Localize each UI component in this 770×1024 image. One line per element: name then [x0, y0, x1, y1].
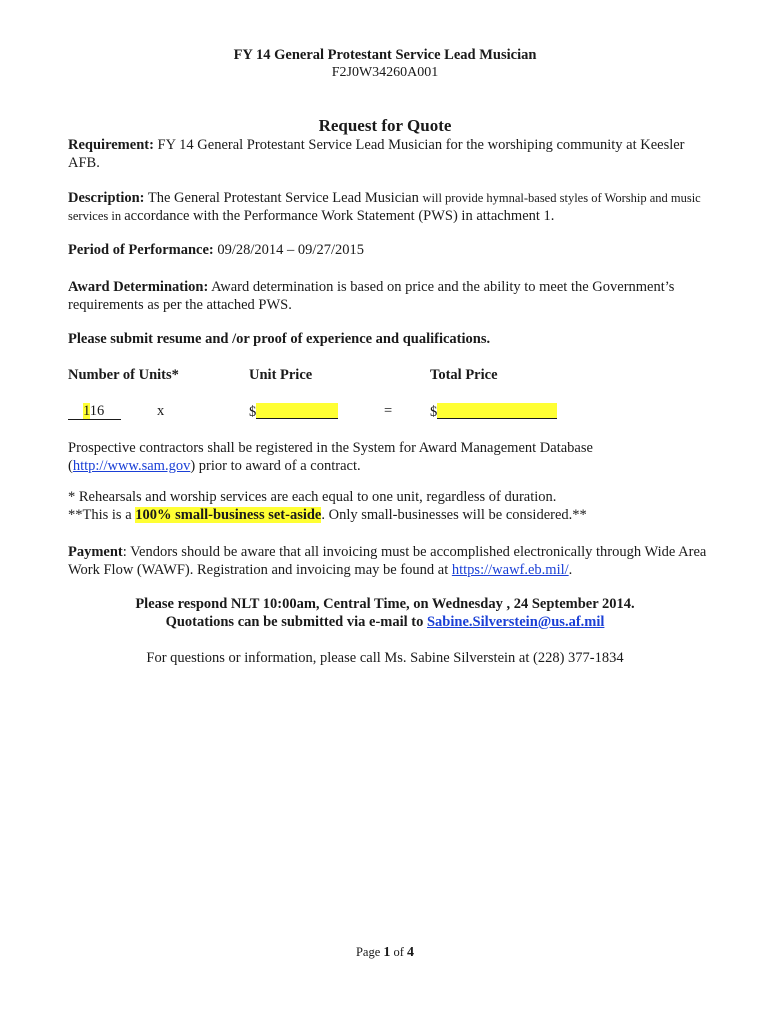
contact-line: For questions or information, please call Ms. Sabine Silverstein at (228) 377-1834 — [146, 650, 624, 666]
respond-line-2 — [0, 614, 770, 631]
requirement-label: Requirement: — [68, 137, 154, 153]
description-text-a: The General Protestant Service Lead Musician — [144, 190, 423, 206]
award-label: Award Determination: — [68, 279, 209, 295]
wawf-link[interactable]: https://wawf.eb.mil/ — [451, 562, 569, 578]
page-total: 4 — [407, 945, 415, 960]
description-paragraph — [68, 189, 708, 225]
setaside-post: . Only small-businesses will be considered.** — [321, 507, 587, 523]
page-footer — [0, 945, 770, 961]
period-value: 09/28/2014 – 09/27/2015 — [213, 242, 364, 258]
submit-note: Please submit resume and /or proof of experience and qualifications. — [68, 331, 491, 347]
header-title: FY 14 General Protestant Service Lead Musician — [233, 47, 537, 63]
payment-paragraph — [68, 543, 708, 579]
rehearsal-note: * Rehearsals and worship services are each equal to one unit, regardless of duration. — [68, 489, 557, 505]
page-of-label: of — [390, 945, 408, 959]
description-label: Description: — [68, 190, 145, 206]
description-text-c: accordance with the Performance Work Statement (PWS) in attachment 1. — [124, 208, 555, 224]
solicitation-number: F2J0W34260A001 — [331, 65, 439, 80]
email-link[interactable]: Sabine.Silverstein@us.af.mil — [426, 614, 605, 630]
award-paragraph — [68, 278, 708, 314]
total-price-dollar: $ — [430, 404, 438, 420]
equals-sign: = — [384, 403, 393, 419]
units-prefix: 1 — [83, 403, 90, 419]
col-unit-price-header: Unit Price — [249, 367, 313, 383]
respond-line-2-text: Quotations can be submitted via e-mail to — [165, 614, 427, 630]
page-label: Page — [355, 945, 384, 959]
requirement-text: FY 14 General Protestant Service Lead Musician for the worshiping community at Keesler AFB. — [68, 137, 685, 171]
respond-line-1: Please respond NLT 10:00am, Central Time, on Wednesday , 24 September 2014. — [135, 596, 635, 612]
doc-title: Request for Quote — [318, 116, 452, 135]
setaside-note — [68, 507, 587, 524]
period-label: Period of Performance: — [68, 242, 214, 258]
payment-text-a: : Vendors should be aware that all invoicing must be accomplished electronically through Wide Area Work Flow (WAWF). Registration and invoicing may be found at — [68, 544, 707, 578]
times-sign: x — [157, 403, 165, 419]
sam-link[interactable]: http://www.sam.gov — [72, 458, 191, 474]
payment-label: Payment — [68, 544, 123, 560]
setaside-pre: **This is a — [68, 507, 136, 523]
requirement-paragraph — [68, 136, 708, 172]
unit-price-field[interactable] — [249, 403, 338, 421]
sam-text-a: Prospective contractors shall be registered in the System for Award Management Database ( — [68, 440, 593, 474]
period-line — [68, 242, 364, 259]
award-text: Award determination is based on price and the ability to meet the Government’s requirements as per the attached PWS. — [68, 279, 675, 313]
page-number: 1 — [383, 945, 391, 960]
sam-paragraph — [68, 439, 708, 475]
unit-price-dollar: $ — [249, 404, 257, 420]
setaside-highlight: 100% small-business set-aside — [135, 507, 322, 523]
units-suffix: 16 — [89, 403, 105, 419]
col-total-price-header: Total Price — [430, 367, 498, 383]
total-price-blank[interactable] — [437, 403, 557, 419]
col-units-header: Number of Units* — [68, 367, 179, 383]
unit-price-blank[interactable] — [256, 403, 338, 419]
total-price-field[interactable] — [430, 403, 557, 421]
sam-text-b: ) prior to award of a contract. — [190, 458, 361, 474]
units-field[interactable] — [68, 403, 121, 420]
description-text-b: will provide hymnal-based styles of Worship and music services in — [68, 191, 701, 223]
payment-text-b: . — [568, 562, 573, 578]
